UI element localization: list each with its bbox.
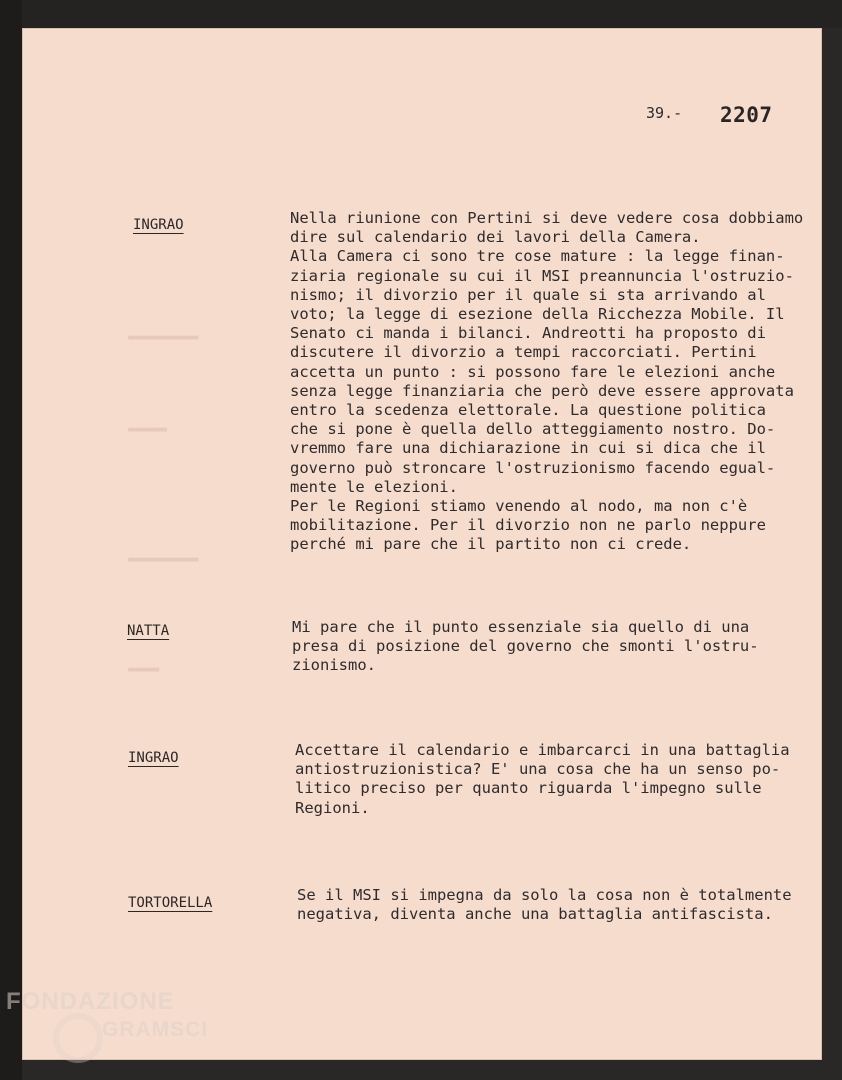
show-through-mark: ▬▬▬▬▬▬▬▬▬ <box>128 552 199 567</box>
speaker-label: NATTA <box>127 623 170 639</box>
speaker-label: TORTORELLA <box>128 895 213 911</box>
show-through-mark: ▬▬▬▬▬▬▬▬▬ <box>128 330 199 345</box>
speaker-label: INGRAO <box>133 217 184 233</box>
show-through-mark: ▬▬▬▬▬ <box>128 422 168 437</box>
speech-text: Accettare il calendario e imbarcarci in una battaglia antiostruzionistica? E' una cosa che ha un senso po- litico preciso per quanto riguarda l'impegno sulle Regioni. <box>295 741 790 817</box>
watermark-line-1: FONDAZIONE <box>6 988 175 1015</box>
page-number: 2207 <box>720 103 773 127</box>
speaker-label: INGRAO <box>128 750 179 766</box>
show-through-mark: ▬▬▬▬ <box>128 662 160 677</box>
scan-top-border <box>0 0 842 28</box>
page-identifier: 39.- <box>646 104 683 122</box>
scan-left-border <box>0 0 22 1080</box>
watermark-line-2: GRAMSCI <box>102 1018 209 1041</box>
fondazione-gramsci-watermark <box>6 988 216 1068</box>
speech-text: Mi pare che il punto essenziale sia quello di una presa di posizione del governo che smonti l'ostru- zionismo. <box>292 618 759 675</box>
speech-text: Se il MSI si impegna da solo la cosa non è totalmente negativa, diventa anche una battaglia antifascista. <box>297 886 792 924</box>
speech-text: Nella riunione con Pertini si deve vedere cosa dobbiamo dire sul calendario dei lavori della Camera. Alla Camera ci sono tre cose mature : la legge finan- ziaria regionale su cui il MSI preannuncia l'ostruzio- nismo; il divorzio per il quale si sta arrivando al voto; la legge di esezione della Ricchezza Mobile. Il Senato ci manda i bilanci. Andreotti ha proposto di discutere il divorzio a tempi raccorciati. Pertini accetta un punto : si possono fare le elezioni anche senza legge finanziaria che però deve essere approvata entro la scedenza elettorale. La questione politica che si pone è quella dello atteggiamento nostro. Do- vremmo fare una dichiarazione in cui si dica che il governo può stroncare l'ostruzionismo facendo egual- mente le elezioni. Per le Regioni stiamo venendo al nodo, ma non c'è mobilitazione. Per il divorzio non ne parlo neppure perché mi pare che il partito non ci crede. <box>290 209 804 554</box>
